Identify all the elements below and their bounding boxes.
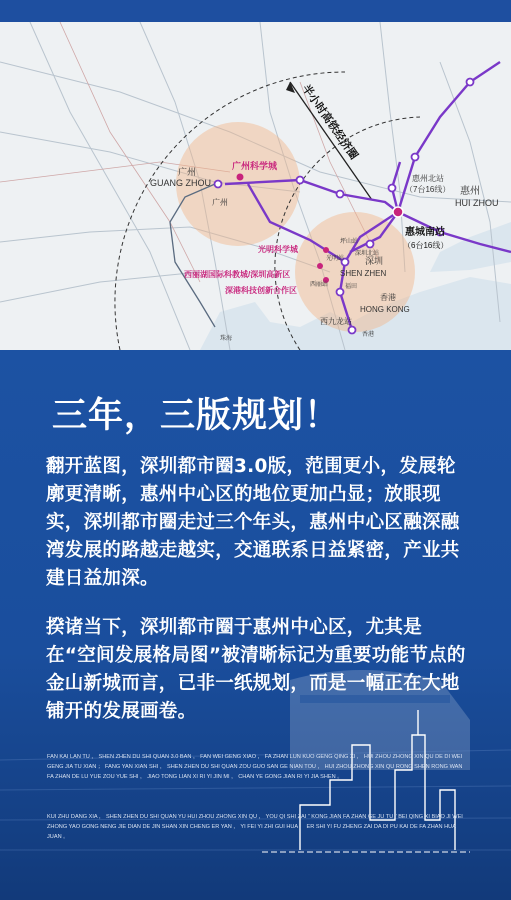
paragraph-2: 揆诸当下，深圳都市圈于惠州中心区，尤其是在“空间发展格局图”被清晰标记为重要功能节点的金山新城而言，已非一纸规划，而是一幅正在大地铺开的发展画卷。 bbox=[46, 617, 466, 722]
label-zhuhai: 珠海 bbox=[220, 336, 233, 342]
label-huicheng-south-tracks: （6台16线） bbox=[403, 241, 449, 250]
label-hk-small: 香港 bbox=[362, 332, 375, 338]
label-guangzhou-en: GUANG ZHOU bbox=[150, 178, 212, 188]
label-shenzhen-en: SHEN ZHEN bbox=[340, 269, 387, 278]
label-shenzhen-north: 深圳北站 bbox=[355, 251, 380, 257]
label-xili-lake: 西丽湖国际科教城/深圳高新区 bbox=[184, 270, 291, 279]
label-huicheng-south: 惠城南站 bbox=[405, 227, 445, 238]
label-gz-station: 广州 bbox=[212, 198, 228, 207]
label-futian: 福田 bbox=[345, 284, 358, 290]
top-banner bbox=[0, 0, 511, 22]
rail-map bbox=[0, 22, 511, 350]
section-title: 三年，三版规划！ bbox=[52, 396, 341, 436]
label-huizhou-north-tracks: （7台16线） bbox=[405, 185, 451, 194]
label-hk-cn: 香港 bbox=[380, 293, 396, 302]
label-huizhou-cn: 惠州 bbox=[460, 186, 480, 197]
label-half-hour-ring: 半小时高铁经济圈 bbox=[299, 82, 361, 162]
label-guangming-station: 光明站 bbox=[326, 256, 345, 262]
label-guangming-sci-city: 光明科学城 bbox=[258, 245, 298, 254]
label-huizhou-north: 惠州北站 bbox=[412, 174, 444, 183]
pinyin-1: FAN KAI LAN TU ， SHEN ZHEN DU SHI QUAN 3.0 BAN ， FAN WEI GENG XIAO ， FA ZHAN LUN KUO GENG QING XI ， HUI ZHOU ZHONG XIN QU DE DI WEI GENG JIA TU XIAN ； FANG YAN XIAN SHI ， SHEN ZHEN DU SHI QUAN ZOU GUO SAN GE NIAN TOU ， HUI ZHOU ZHONG XIN QU RONG SHEN RONG WAN FA ZHAN DE LU YUE ZOU YUE SHI ， JIAO TONG LIAN XI RI YI JIN MI ， CHAN YE GONG JIAN RI YI JIA SHEN 。 bbox=[47, 754, 463, 780]
label-huizhou-en: HUI ZHOU bbox=[455, 198, 499, 208]
label-xili-station: 西丽站 bbox=[310, 282, 329, 288]
rail-map-graphic bbox=[0, 22, 511, 350]
label-pingshan: 坪山站 bbox=[340, 239, 359, 245]
huicheng-south-node bbox=[393, 207, 403, 217]
label-guangzhou-cn: 广州 bbox=[178, 167, 197, 177]
paragraph-1: 翻开蓝图，深圳都市圈3.0版，范围更小，发展轮廓更清晰，惠州中心区的地位更加凸显；放眼现实，深圳都市圈走过三个年头，惠州中心区融深融湾发展的路越走越实，交通联系日益紧密，产业共建日益加深。 bbox=[46, 456, 460, 589]
label-shenzhen-hk-zone: 深港科技创新合作区 bbox=[225, 286, 297, 295]
label-west-kowloon: 西九龙站 bbox=[320, 317, 352, 326]
label-hk-en: HONG KONG bbox=[360, 305, 410, 314]
pinyin-2: KUI ZHU DANG XIA ， SHEN ZHEN DU SHI QUAN YU HUI ZHOU ZHONG XIN QU ， YOU QI SHI ZAI “ KONG JIAN FA ZHAN GE JU TU ” BEI QING XI BIAO JI WEI ZHONG YAO GONG NENG JIE DIAN DE JIN SHAN XIN CHENG ER YAN ， YI FEI YI ZHI GUI HUA ， ER SHI YI FU ZHENG ZAI DA DI PU KAI DE FA ZHAN HUA JUAN 。 bbox=[47, 814, 463, 840]
label-gz-sci-city: 广州科学城 bbox=[232, 161, 278, 171]
label-shenzhen-cn: 深圳 bbox=[365, 256, 384, 266]
